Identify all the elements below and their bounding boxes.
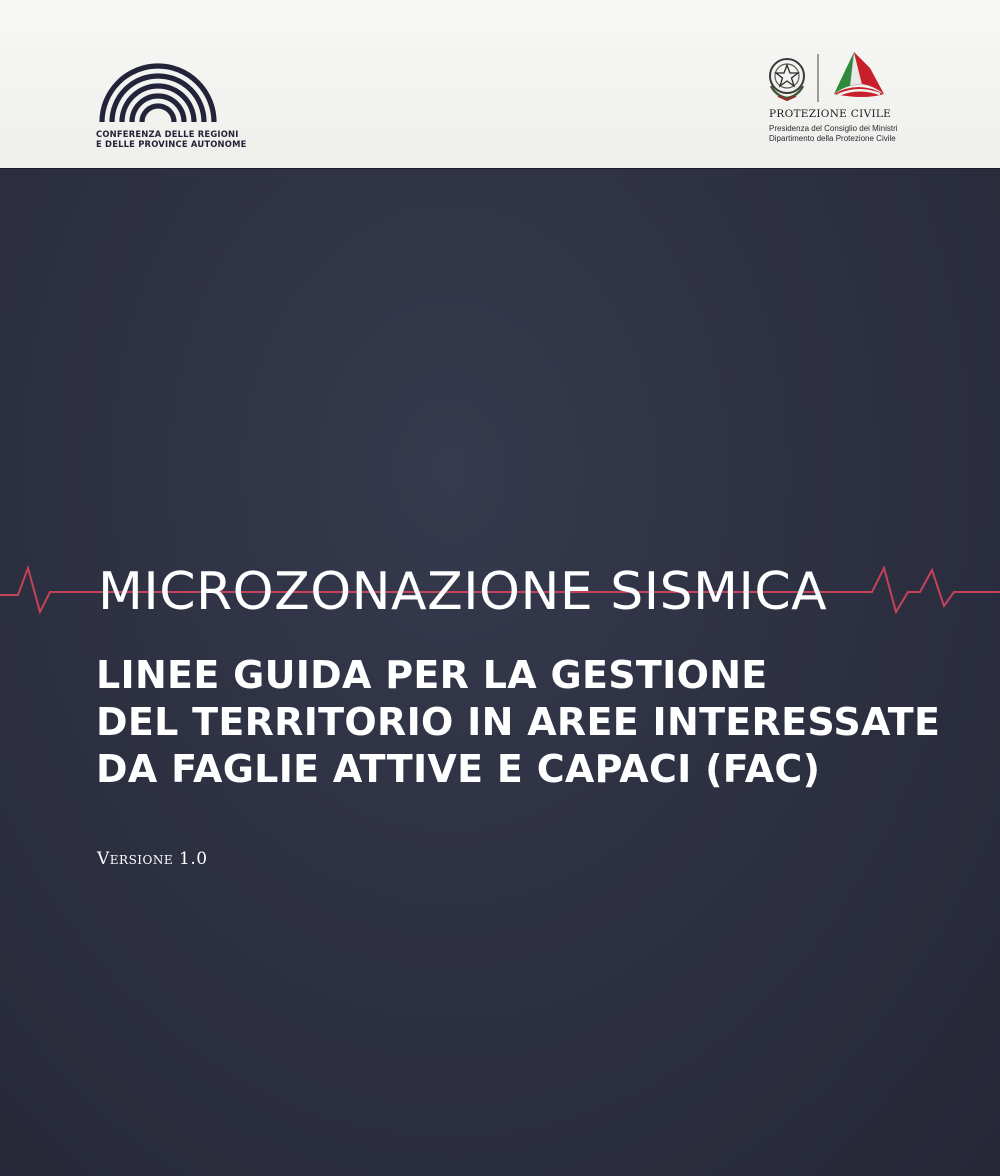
logo-header-band	[0, 0, 1000, 169]
protezione-civile-logo	[766, 52, 926, 148]
presidenza-line: Presidenza del Consiglio dei Ministri	[769, 124, 898, 133]
conferenza-regioni-logo	[96, 58, 247, 150]
divider-line	[816, 52, 820, 104]
italian-republic-emblem-icon	[766, 52, 810, 104]
subtitle-line-3: DA FAGLIE ATTIVE E CAPACI (FAC)	[96, 747, 821, 791]
conferenza-name-line2: E DELLE PROVINCE AUTONOME	[96, 139, 247, 149]
subtitle-line-2: DEL TERRITORIO IN AREE INTERESSATE	[96, 700, 941, 744]
version-label: Versione 1.0	[97, 849, 208, 869]
dipartimento-line: Dipartimento della Protezione Civile	[769, 134, 896, 143]
document-subtitle	[96, 652, 940, 793]
document-title: MICROZONAZIONE SISMICA	[98, 562, 828, 622]
concentric-arches-icon	[96, 58, 226, 126]
conferenza-name-line1: CONFERENZA DELLE REGIONI	[96, 129, 239, 139]
protezione-civile-triangle-icon	[824, 48, 888, 104]
subtitle-line-1: LINEE GUIDA PER LA GESTIONE	[96, 653, 768, 697]
protezione-civile-title: PROTEZIONE CIVILE	[769, 108, 892, 120]
